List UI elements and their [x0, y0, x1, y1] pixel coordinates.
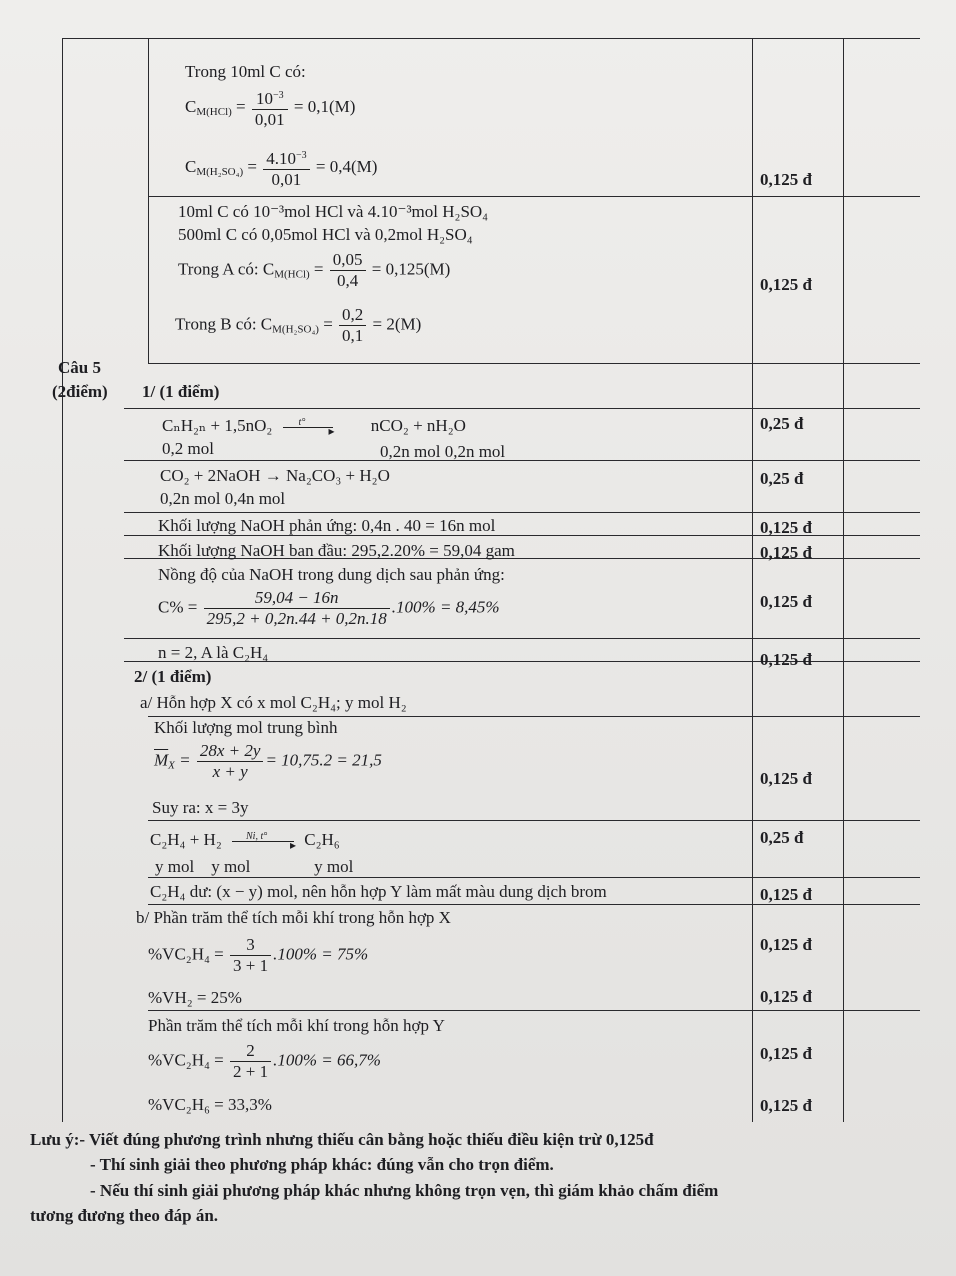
score-badge: 0,125 đ [760, 518, 812, 537]
score-badge: 0,125 đ [760, 170, 812, 189]
score-badge: 0,125 đ [760, 592, 812, 611]
c-hcl-result: = 0,1(M) [293, 96, 356, 116]
note-line-2: - Thí sinh giải theo phương pháp khác: đúng vẫn cho trọn điểm. [90, 1155, 554, 1174]
arrow-icon: t° ▸ [283, 427, 333, 428]
c-hcl-lhs: C [185, 96, 197, 116]
reaction-2-mol: 0,2n mol 0,4n mol [160, 489, 286, 508]
volume-percent-y-title: Phần trăm thể tích mỗi khí trong hỗn hợp Y [148, 1016, 445, 1035]
score-badge: 0,125 đ [760, 987, 812, 1006]
table-border-left [62, 38, 63, 1122]
score-badge: 0,125 đ [760, 885, 812, 904]
score-badge: 0,125 đ [760, 935, 812, 954]
note-line-1: Lưu ý:- Viết đúng phương trình nhưng thiếu cân bằng hoặc thiếu điều kiện trừ 0,125đ [30, 1130, 654, 1149]
score-badge: 0,125 đ [760, 650, 812, 669]
reaction-1: CₙH₂ₙ + 1,5nO₂ t° ▸ nCO₂ + nH₂O [162, 416, 466, 438]
reaction-1-mol-left: 0,2 mol [162, 439, 214, 458]
row-divider [148, 363, 920, 364]
volume-percent-h2: %VH₂ = 25% [148, 988, 242, 1007]
c-h2so4-fraction: $\frac{4.10^{-3}}{0,01}$ [263, 146, 309, 190]
score-badge: 0,25 đ [760, 414, 804, 433]
question-title: Câu 5 [58, 358, 101, 377]
ab-line1: 10ml C có 10⁻³mol HCl và 4.10⁻³mol H₂SO₄ [178, 202, 489, 221]
result-n: n = 2, A là C₂H₄ [158, 643, 269, 662]
c-hcl-sub: M(HCl) [196, 105, 232, 118]
score-badge: 0,125 đ [760, 543, 812, 562]
table-border-col1 [148, 38, 149, 363]
score-badge: 0,25 đ [760, 828, 804, 847]
row-divider [124, 512, 920, 513]
arrow-icon: Ni, t° ▸ [232, 841, 294, 842]
reaction-3: C₂H₄ + H₂ Ni, t° ▸ C₂H₆ [150, 830, 340, 852]
score-badge: 0,25 đ [760, 469, 804, 488]
deduction: Suy ra: x = 3y [152, 798, 249, 817]
avg-molar-formula: $\overline{M}_X$ = $\frac{28x + 2y}{x + y}$ = 10,75.2 = 21,5 [154, 741, 382, 781]
ab-line2: 500ml C có 0,05mol HCl và 0,2mol H₂SO₄ [178, 225, 473, 244]
row-divider [124, 638, 920, 639]
avg-molar-title: Khối lượng mol trung bình [154, 718, 338, 737]
note-line-3: - Nếu thí sinh giải phương pháp khác nhưng không trọn vẹn, thì giám khảo chấm điểm [90, 1181, 719, 1200]
row-divider [148, 877, 920, 878]
naoh-concentration-title: Nồng độ của NaOH trong dung dịch sau phản ứng: [158, 565, 505, 584]
note-line-4: tương đương theo đáp án. [30, 1206, 219, 1225]
reaction-3-mol: y mol y mol y mol [155, 857, 354, 876]
row-divider [148, 196, 920, 197]
score-badge: 0,125 đ [760, 1096, 812, 1115]
part1-heading: 1/ (1 điểm) [142, 382, 220, 401]
table-border-right [843, 38, 844, 1122]
score-badge: 0,125 đ [760, 1044, 812, 1063]
score-badge: 0,125 đ [760, 769, 812, 788]
score-badge: 0,125 đ [760, 275, 812, 294]
volume-percent-x-title: b/ Phần trăm thể tích mỗi khí trong hỗn hợp X [136, 908, 451, 927]
table-border-col2 [752, 38, 753, 1122]
row-divider [124, 408, 920, 409]
question-points: (2điểm) [52, 382, 108, 401]
c-intro: Trong 10ml C có: [185, 62, 306, 81]
reaction-2: CO₂ + 2NaOH → Na₂CO₃ + H₂O [160, 466, 390, 485]
c-hcl-fraction: $\frac{10^{-3}}{0,01}$ [252, 86, 288, 130]
b-formula: Trong B có: $C_{M(H_2SO_4)}$ = $\frac{0,2}{0,1}$ = 2(M) [175, 305, 422, 345]
c2h4-excess: C₂H₄ dư: (x − y) mol, nên hỗn hợp Y làm mất màu dung dịch brom [150, 882, 607, 901]
c-h2so4-formula: $C_{M(H_2SO_4)}$ = $\frac{4.10^{-3}}{0,01}$ = 0,4(M) [185, 146, 377, 190]
volume-percent-c2h4-x: %VC₂H₄ = $\frac{3}{3 + 1}$ .100% = 75% [148, 935, 369, 975]
row-divider [124, 460, 920, 461]
naoh-reacted: Khối lượng NaOH phản ứng: 0,4n . 40 = 16n mol [158, 516, 496, 535]
volume-percent-c2h6: %VC₂H₆ = 33,3% [148, 1095, 272, 1114]
naoh-concentration-formula: C% = $\frac{59,04 - 16n}{295,2 + 0,2n.44 + 0,2n.18}$ .100% = 8,45% [158, 588, 500, 628]
table-border-top [62, 38, 920, 39]
naoh-initial: Khối lượng NaOH ban đầu: 295,2.20% = 59,04 gam [158, 541, 515, 560]
a-formula: Trong A có: $C_{M(HCl)}$ = $\frac{0,05}{0,4}$ = 0,125(M) [178, 250, 451, 290]
mixture-x: a/ Hỗn hợp X có x mol C₂H₄; y mol H₂ [140, 693, 407, 712]
c-hcl-formula: $C_{M(HCl)}$ = $\frac{10^{-3}}{0,01}$ = 0,1(M) [185, 86, 355, 130]
part2-heading: 2/ (1 điểm) [134, 667, 212, 686]
row-divider [148, 1010, 920, 1011]
row-divider [148, 820, 920, 821]
reaction-1-mol-right: 0,2n mol 0,2n mol [380, 442, 506, 461]
volume-percent-c2h4-y: %VC₂H₄ = $\frac{2}{2 + 1}$ .100% = 66,7% [148, 1041, 381, 1081]
